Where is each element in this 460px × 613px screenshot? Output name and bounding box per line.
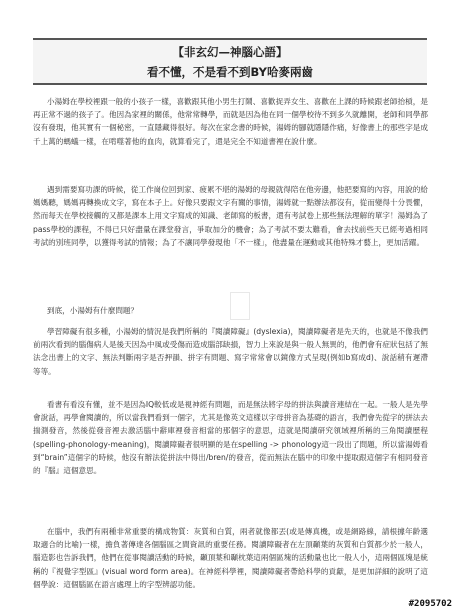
article-header [33,38,427,85]
paragraph-4: 看書有看沒有懂，並不是因為IQ較低或是視神經有問題，而是無法將字母的拼法與讀音連結在一起。一般人是先學會說話，再學會閱讀的，所以當我們看到一個字，尤其是像英文這樣以字母拼音為基礎的語言，我們會先從字的拼法去揣測發音，然後從發音裡去激活腦中辭庫裡發音相當的那個字的意思，這就是閱讀研究領域裡所稱的三角閱讀歷程(spelling-phonology-meaning)，閱讀障礙者很明顯的是在spelling -> phonology這一段出了問題，所以當湯姆看到“brain”這個字的時候，他沒有辦法從拼法中得出/bren/的發音，從而無法在腦中的印象中提取跟這個字有相同發音的『腦』這個意思。 [33,400,428,476]
watermark-mark [230,292,250,320]
article-title: 【非玄幻—神腦心語】 [172,45,288,59]
paragraph-1: 小湯姆在學校裡跟一般的小孩子一樣，喜歡跟其他小男生打鬧、喜歡捉弄女生、喜歡在上課的時候跟老師抬槓，是再正常不過的孩子了。他因為家裡的關係，他常常轉學，而就是因為他在同一個學校待不到多久就離開，老師和同學都沒有發現，他其實有一個秘密，一直隱藏得很好。每次在家念書的時候，湯姆的腳就隱隱作痛，好像書上的那些字是成千上萬的螞蟻一樣，在啃噬著他的血肉，就算看完了，還是完全不知道書裡在說什麼。 [33,97,428,146]
paragraph-2: 遇到需要寫功課的時候，從工作崗位回到家、疲累不堪的湯姆的母親就得陪在他旁邊，他把要寫的內容，用說的給媽媽聽，媽媽再轉換成文字，寫在本子上。好像只要跟文字有關的事情，湯姆就一點辦法都沒有，從而變得十分畏懼，然而每天在學校接觸的又都是課本上用文字寫成的知識、老師寫的板書，還有考試卷上那些無法理解的單字！湯姆為了pass學校的課程，不得已只好盡量在課堂發言，爭取加分的機會；為了考試不要太難看，會去找前些天已經考過相同考試的別班同學，以獲得考試的情報；為了不讓同學發現他「不一樣」，他盡量在運動或其他特殊才藝上，更加活躍。 [33,185,428,247]
corner-tag: #2095702 [408,599,452,609]
paragraph-5: 在腦中，我們有兩種非常重要的構成物質：灰質和白質，兩者就像都丟(或是傳真機，或是網路線，請根據年齡選取適合的比喻)一樣，擔負著傳達各個腦區之間資訊的重要任務。閱讀障礙者在左頂顳葉的灰質和白質都少於一般人，腦造影也告訴我們，他們在從事閱讀活動的時候，顳頂葉和顳枕葉這兩個區塊的活動量也比一般人小，這兩個區塊是統稱的『視覺字型區』(visual word form area)。在神經科學裡，閱讀障礙者帶給科學的貢獻，是更加詳細的說明了這個學說：這個腦區在語言處理上的字型辨認功能。 [33,527,428,589]
section-question: 到底，小湯姆有什麼問題？ [47,306,139,315]
paragraph-3: 學習障礙有很多種，小湯姆的情況是我們所稱的『閱讀障礙』(dyslexia)，閱讀障礙者是先天的，也就是不像我們前兩次看到的腦傷病人是後天因為中風或受傷而造成腦部缺損，智力上來說是與一般人無異的，他們會有症狀包括了無法念出書上的文字、無法判斷兩字是否押韻、拼字有問題、寫字常常會以鏡像方式呈現(例如b寫成d)、說話稍有遲滯等等。 [33,327,428,376]
article-subtitle: 看不懂，不是看不到BY哈麥兩齒 [147,65,313,79]
